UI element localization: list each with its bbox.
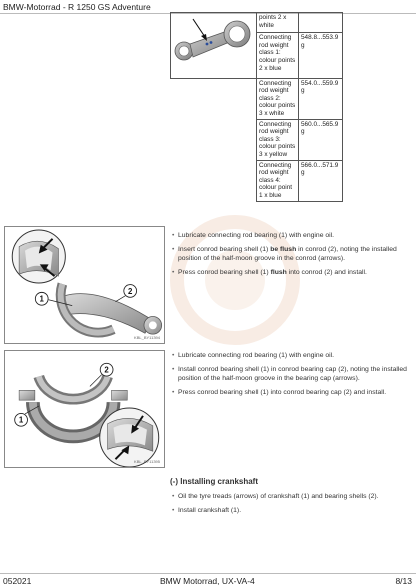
rod-weight-table: [170, 12, 343, 202]
class-label-cell: points 2 x white: [257, 13, 299, 33]
section-title: (-) Installing crankshaft: [170, 477, 259, 486]
conrod-bearing-figure: [4, 226, 165, 344]
footer-rule: [0, 573, 416, 574]
weight-cell: 554.0...559.9 g: [299, 78, 343, 119]
table-row: [171, 119, 343, 160]
list-item: • Lubricate connecting rod bearing (1) with engine oil.: [172, 232, 410, 240]
list-item: • Install conrod bearing shell (1) in conrod bearing cap (2), noting the installed position of the half-moon groove in the bearing cap (arrows).: [172, 366, 410, 383]
conrod-illustration: [171, 13, 255, 75]
class-label-cell: Connecting rod weight class 4: colour point 1 x blue: [257, 160, 299, 201]
class-label-cell: Connecting rod weight class 2: colour points 3 x white: [257, 78, 299, 119]
weight-cell: 548.8...553.9 g: [299, 33, 343, 78]
list-item: • Install crankshaft (1).: [172, 507, 410, 515]
bearing-cap-steps: [172, 352, 410, 404]
callout-2: 2: [104, 365, 109, 375]
footer-date: 052021: [3, 576, 32, 586]
crankshaft-steps: [172, 493, 410, 522]
figure-id: KBL_BY11394: [134, 335, 160, 340]
list-item: • Insert conrod bearing shell (1) be flush in conrod (2), noting the installed position of the half-moon groove in the conrod (arrows).: [172, 246, 410, 263]
conrod-bearing-steps: [172, 232, 410, 284]
figure-id: KBL_BY11395: [134, 459, 160, 464]
conrod-image-cell: [171, 13, 257, 79]
table-row: [171, 78, 343, 119]
callout-2: 2: [128, 286, 133, 296]
document-header: BMW-Motorrad - R 1250 GS Adventure: [3, 2, 151, 12]
table-row: [171, 160, 343, 201]
conrod-bearing-illustration: [5, 227, 164, 343]
callout-1: 1: [39, 294, 44, 304]
class-label-cell: Connecting rod weight class 3: colour points 3 x yellow: [257, 119, 299, 160]
weight-cell: 560.0...565.9 g: [299, 119, 343, 160]
page-number: 8/13: [395, 576, 412, 586]
list-item: • Press conrod bearing shell (1) flush into conrod (2) and install.: [172, 269, 410, 277]
bearing-cap-illustration: [5, 351, 164, 467]
list-item: • Lubricate connecting rod bearing (1) with engine oil.: [172, 352, 410, 360]
footer-publisher: BMW Motorrad, UX-VA-4: [160, 576, 255, 586]
bearing-cap-figure: [4, 350, 165, 468]
list-item: • Oil the tyre treads (arrows) of crankshaft (1) and bearing shells (2).: [172, 493, 410, 501]
weight-cell: [299, 13, 343, 33]
class-label-cell: Connecting rod weight class 1: colour points 2 x blue: [257, 33, 299, 78]
list-item: • Press conrod bearing shell (1) into conrod bearing cap (2) and install.: [172, 389, 410, 397]
table-row: [171, 13, 343, 33]
weight-cell: 566.0...571.9 g: [299, 160, 343, 201]
callout-1: 1: [18, 415, 24, 425]
